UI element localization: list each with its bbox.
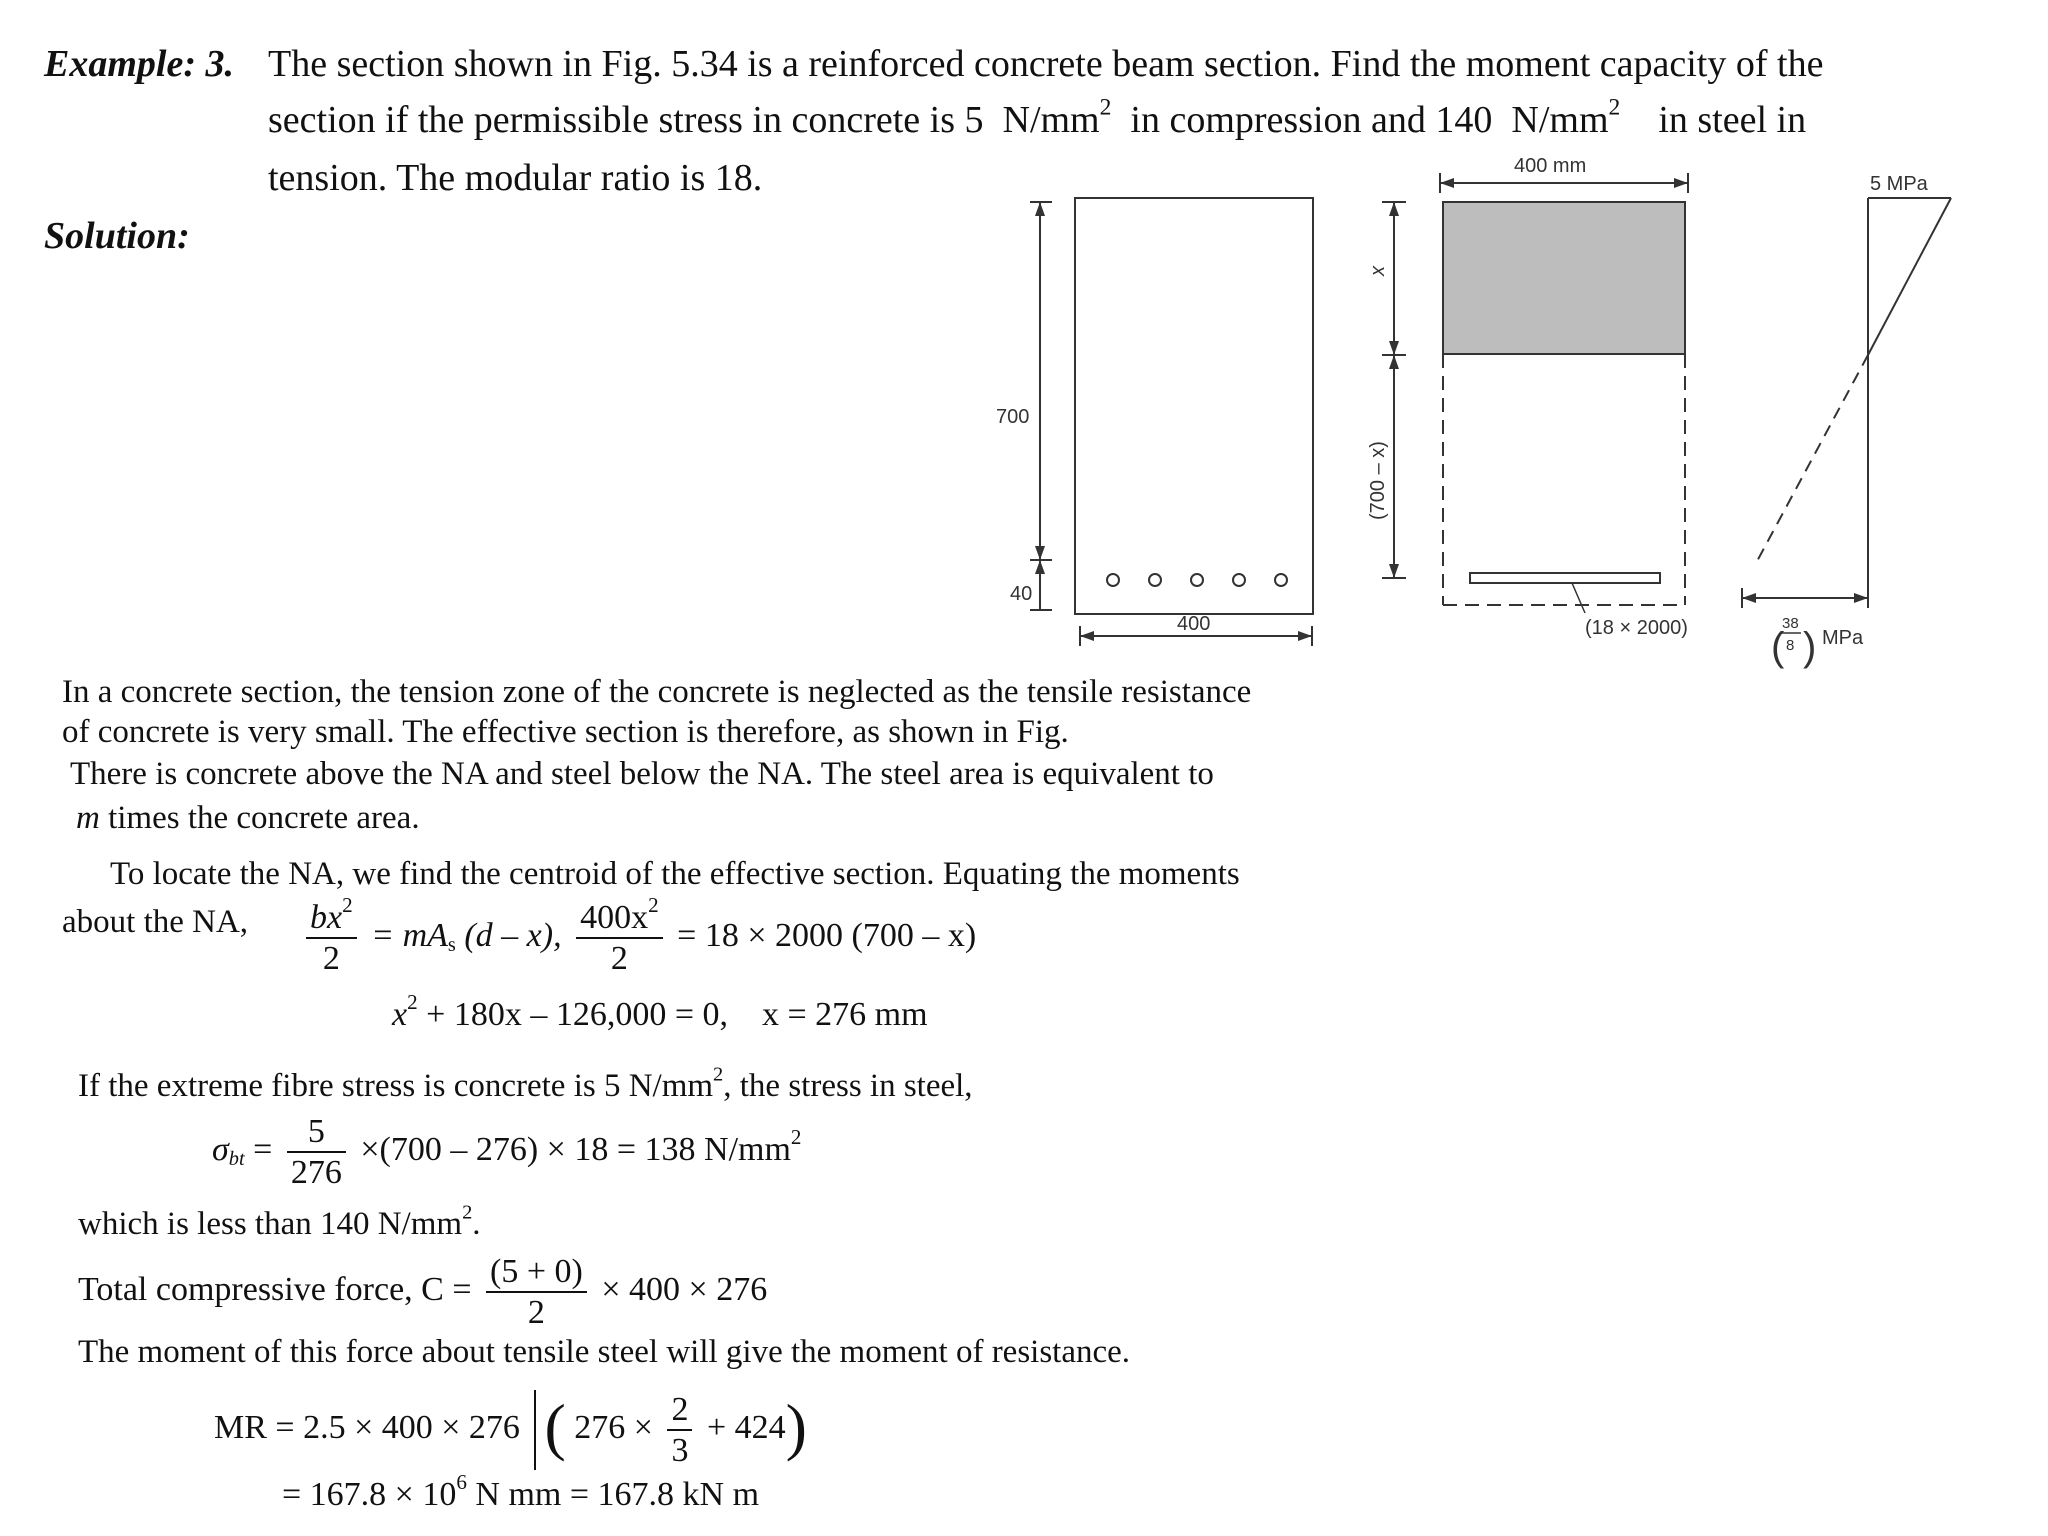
beam-section-outline: [1075, 198, 1313, 614]
fraction-400x2-over-2: $\frac{400x^2}{2}$: [576, 898, 663, 978]
compression-stress-line: [1868, 198, 1951, 355]
top-width-label: 400 mm: [1514, 155, 1587, 177]
para-1-line-3: There is concrete above the NA and steel below the NA. The steel area is equivalent to: [70, 756, 1214, 792]
svg-text:): ): [1803, 625, 1817, 669]
svg-text:38: 38: [1782, 615, 1799, 632]
para-1-line-1: In a concrete section, the tension zone of the concrete is neglected as the tensile resistance: [62, 674, 1252, 710]
example-line-3: tension. The modular ratio is 18.: [268, 157, 763, 199]
steel-stress-label: [1771, 615, 1864, 669]
cover-label: 40: [1010, 583, 1033, 605]
para-2-line-1: To locate the NA, we find the centroid of the effective section. Equating the moments: [110, 856, 1240, 892]
example-label: Example: 3.: [44, 43, 234, 85]
equation-result: = $167.8 \times 10^6$ N mm = 167.8 kN m: [282, 1470, 760, 1513]
svg-text:MPa: MPa: [1822, 627, 1864, 649]
para-1-line-4: m times the concrete area.: [76, 800, 420, 836]
para-3: If the extreme fibre stress is concrete is 5 $N/mm^2$, the stress in steel,: [78, 1063, 973, 1104]
transformed-steel-strip: [1470, 573, 1660, 583]
depth-remainder-label: (700 – x): [1367, 441, 1389, 520]
fraction-5-over-276: $\frac{5}{276}$: [287, 1112, 346, 1192]
top-stress-label: 5 MPa: [1870, 173, 1928, 195]
rebar-1: [1107, 574, 1119, 586]
compression-zone: [1443, 202, 1685, 354]
equation-steel-stress: $\sigma_{bt}$ = $\frac{5}{276}$ ×(700 – 276) × 18 = 138 $N/mm^2$: [212, 1113, 802, 1192]
para-2-line-2: about the NA,: [62, 904, 249, 940]
para-1-line-2: of concrete is very small. The effective section is therefore, as shown in Fig.: [62, 714, 1069, 750]
equation-moment-of-resistance: MR = 2.5 × 400 × 276 ( 276 × $\frac{2}{3}$ + 424): [214, 1390, 807, 1470]
fraction-5plus0-over-2: $\frac{(5 + 0)}{2}$: [486, 1252, 587, 1332]
example-line-2: section if the permissible stress in concrete is 5 $N/mm^2$ in compression and 140 $N/mm^2$ in steel in: [268, 94, 1807, 141]
rebar-3: [1191, 574, 1203, 586]
height-label: 700: [996, 406, 1030, 428]
steel-leader-line: [1572, 583, 1585, 613]
rebar-4: [1233, 574, 1245, 586]
solution-label: Solution:: [44, 215, 190, 257]
rebar-5: [1275, 574, 1287, 586]
para-4: which is less than 140 $N/mm^2$.: [78, 1201, 481, 1242]
svg-text:8: 8: [1786, 637, 1795, 654]
transformed-steel-label: (18 × 2000): [1585, 617, 1688, 639]
rebar-2: [1149, 574, 1161, 586]
example-line-1: The section shown in Fig. 5.34 is a reinforced concrete beam section. Find the moment capacity of the: [268, 43, 1824, 85]
equation-compressive-force: Total compressive force, C = $\frac{(5 + 0)}{2}$ × 400 × 276: [78, 1253, 768, 1332]
fraction-bx2-over-2: $\frac{bx^2}{2}$: [306, 898, 357, 978]
x-label: x: [1367, 266, 1389, 276]
equation-moment-balance: $\frac{bx^2}{2}$ = $mA_s$ (d – x), $\frac{400x^2}{2}$ = 18 × 2000 (700 – x): [300, 898, 976, 978]
svg-text:(: (: [1771, 625, 1785, 669]
beam-section-figure: [0, 0, 2048, 680]
equation-quadratic: $x^2 + 180x - 126,000 = 0$, x = 276 mm: [392, 990, 928, 1033]
tension-stress-line: [1755, 355, 1868, 565]
para-6: The moment of this force about tensile steel will give the moment of resistance.: [78, 1334, 1131, 1370]
fraction-2-over-3: $\frac{2}{3}$: [667, 1390, 692, 1470]
width-label: 400: [1177, 613, 1211, 635]
